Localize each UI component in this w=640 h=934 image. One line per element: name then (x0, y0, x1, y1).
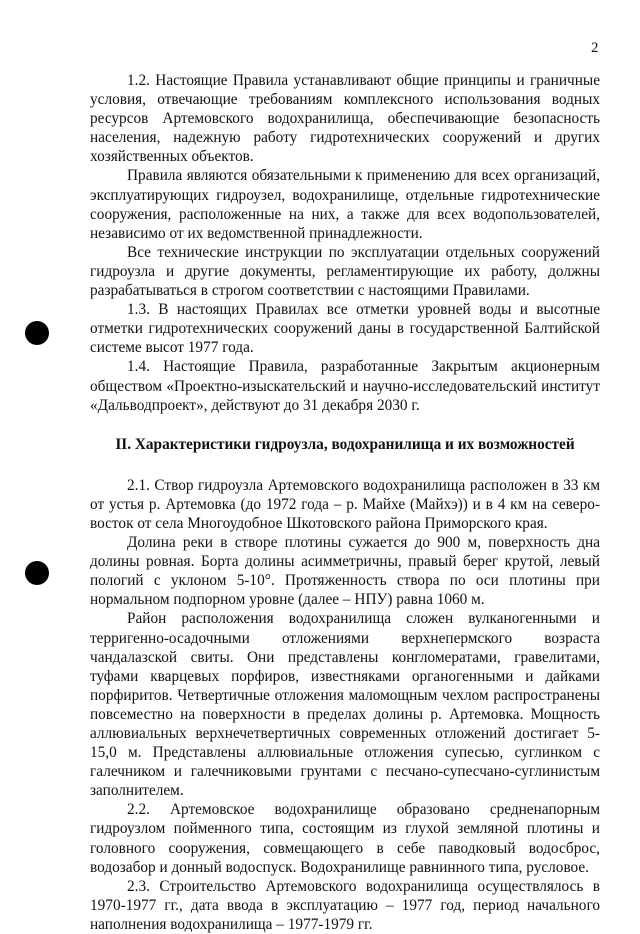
paragraph-1-3: 1.3. В настоящих Правилах все отметки уровней воды и высотные отметки гидротехнических сооружений даны в государственной Балтийской системе высот 1977 года. (90, 301, 600, 357)
paragraph-2-1: 2.1. Створ гидроузла Артемовского водохранилища расположен в 33 км от устья р. Артемовка (до 1972 года – р. Майхе (Майхэ)) и в 4 км на северо-восток от села Многоудобное Шкотовского района Приморского края. (90, 476, 600, 532)
paragraph-1-4: 1.4. Настоящие Правила, разработанные Закрытым акционерным обществом «Проектно-изыскательский и научно-исследовательский институт «Дальводпроект», действуют до 31 декабря 2030 г. (90, 358, 600, 414)
paragraph-technical-instructions: Все технические инструкции по эксплуатации отдельных сооружений гидроузла и другие документы, регламентирующие их работу, должны разрабатываться в строгом соответствии с настоящими Правилами. (90, 243, 600, 300)
paragraph-geology: Район расположения водохранилища сложен вулканогенными и терригенно-осадочными отложениями верхнепермского возраста чандалазской свиты. Они представлены конгломератами, гравелитами, туфами кварцевых порфиров, известняками органогенными и дайками порфиритов. Четвертичные отложения маломощным чехлом распространены повсеместно на поверхности в пределах долины р. Артемовка. Мощность аллювиальных верхнечетвертичных современных отложений достигает 5-15,0 м. Представлены аллювиальные отложения супесью, суглинком с галечником и галечниковыми грунтами с песчано-супесчано-суглинистым заполнителем. (90, 610, 600, 800)
paragraph-rules-mandatory: Правила являются обязательными к применению для всех организаций, эксплуатирующих гидроузел, водохранилище, отдельные гидротехнические сооружения, расположенные на них, а также для всех водопользователей, независимо от их ведомственной принадлежности. (90, 167, 600, 242)
binder-hole-lower (25, 561, 49, 585)
document-body (90, 71, 600, 934)
paragraph-river-valley: Долина реки в створе плотины сужается до 900 м, поверхность дна долины ровная. Борта долины асимметричны, правый берег крутой, левый пологий с уклоном 5-10°. Протяженность створа по оси плотины при нормальном подпорном уровне (далее – НПУ) равна 1060 м. (90, 534, 600, 609)
section-heading: II. Характеристики гидроузла, водохранилища и их возможностей (115, 435, 575, 453)
binder-hole-upper (25, 321, 49, 345)
paragraph-2-3: 2.3. Строительство Артемовского водохранилища осуществлялось в 1970-1977 гг., дата ввода в эксплуатацию – 1977 год, период начального наполнения водохранилища – 1977-1979 гг. (90, 877, 600, 933)
page-number: 2 (591, 40, 599, 56)
paragraph-1-2: 1.2. Настоящие Правила устанавливают общие принципы и граничные условия, отвечающие требованиям комплексного использования водных ресурсов Артемовского водохранилища, обеспечивающие безопасность населения, надежную работу гидротехнических сооружений и других хозяйственных объектов. (90, 72, 600, 166)
paragraph-2-2: 2.2. Артемовское водохранилище образовано средненапорным гидроузлом пойменного типа, состоящим из глухой земляной плотины и головного сооружения, совмещающего в себе паводковый водосброс, водозабор и донный водоспуск. Водохранилище равнинного типа, русловое. (90, 801, 600, 876)
